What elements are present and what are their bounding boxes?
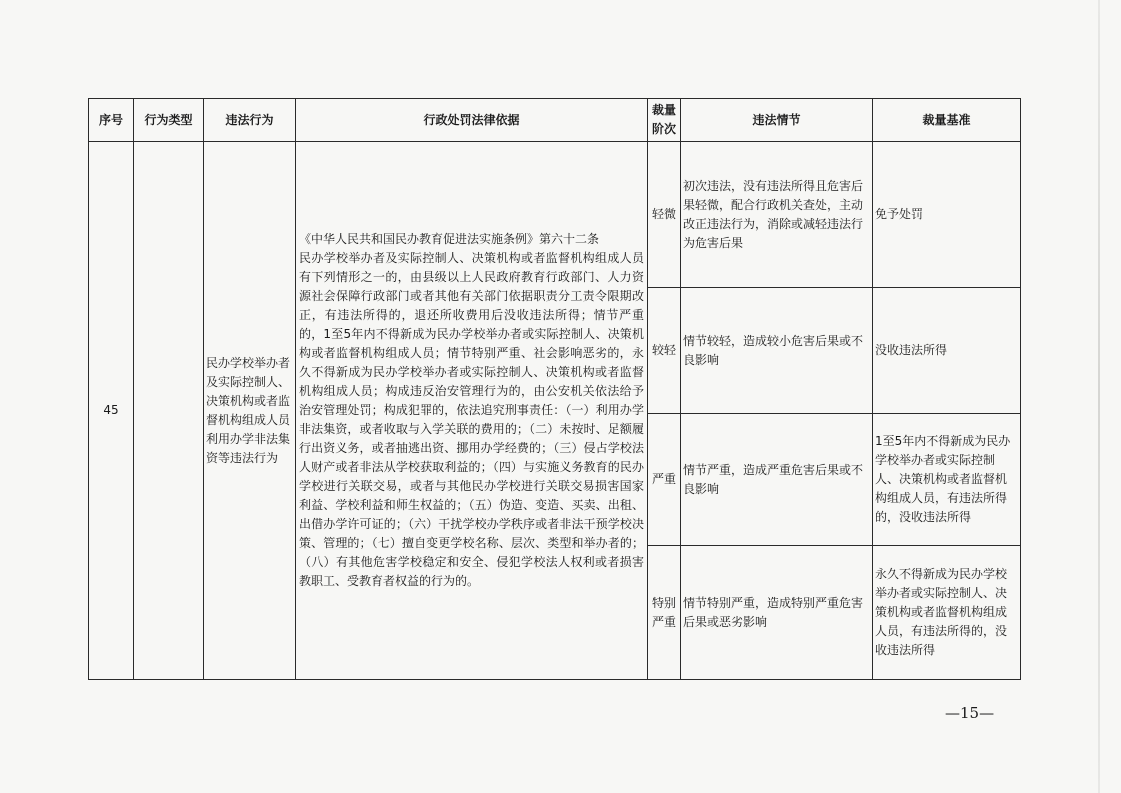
cell-violation: 民办学校举办者及实际控制人、决策机构或者监督机构组成人员利用办学非法集资等违法行为 (204, 142, 296, 680)
penalty-discretion-table (88, 98, 1021, 680)
header-standard: 裁量基准 (873, 99, 1021, 142)
cell-legal-basis (296, 142, 648, 680)
cell-circumstance-minor: 初次违法，没有违法所得且危害后果轻微，配合行政机关查处，主动改正违法行为，消除或减轻违法行为危害后果 (681, 142, 873, 288)
header-circumstance: 违法情节 (681, 99, 873, 142)
legal-basis-text: 《中华人民共和国民办教育促进法实施条例》第六十二条 民办学校举办者及实际控制人、决策机构或者监督机构组成人员有下列情形之一的，由县级以上人民政府教育行政部门、人力资源社会保障行政部门或者其他有关部门依据职责分工责令限期改正，有违法所得的，退还所收费用后没收违法所得；情节严重的，1至5年内不得新成为民办学校举办者或实际控制人、决策机构或者监督机构组成人员；情节特别严重、社会影响恶劣的，永久不得新成为民办学校举办者或实际控制人、决策机构或者监督机构组成人员；构成违反治安管理行为的，由公安机关依法给予治安管理处罚；构成犯罪的，依法追究刑事责任：（一）利用办学非法集资，或者收取与入学关联的费用的；（二）未按时、足额履行出资义务，或者抽逃出资、挪用办学经费的；（三）侵占学校法人财产或者非法从学校获取利益的；（四）与实施义务教育的民办学校进行关联交易，或者与其他民办学校进行关联交易损害国家利益、学校利益和师生权益的；（五）伪造、变造、买卖、出租、出借办学许可证的；（六）干扰学校办学秩序或者非法干预学校决策、管理的；（七）擅自变更学校名称、层次、类型和举办者的；（八）有其他危害学校稳定和安全、侵犯学校法人权利或者损害教职工、受教育者权益的行为的。 (299, 232, 644, 588)
header-type: 行为类型 (134, 99, 204, 142)
cell-circumstance-serious: 情节严重，造成严重危害后果或不良影响 (681, 414, 873, 546)
cell-level-minor: 轻微 (648, 142, 681, 288)
cell-level-serious: 严重 (648, 414, 681, 546)
header-seq: 序号 (89, 99, 134, 142)
scan-edge-line (1098, 0, 1100, 793)
header-basis: 行政处罚法律依据 (296, 99, 648, 142)
cell-standard-very-serious: 永久不得新成为民办学校举办者或实际控制人、决策机构或者监督机构组成人员，有违法所得的，没收违法所得 (873, 546, 1021, 680)
cell-circumstance-very-serious: 情节特别严重，造成特别严重危害后果或恶劣影响 (681, 546, 873, 680)
header-level: 裁量阶次 (648, 99, 681, 142)
page-number: —15— (945, 704, 995, 722)
cell-seq: 45 (89, 142, 134, 680)
cell-level-very-serious: 特别严重 (648, 546, 681, 680)
cell-standard-serious: 1至5年内不得新成为民办学校举办者或实际控制人、决策机构或者监督机构组成人员，有违法所得的，没收违法所得 (873, 414, 1021, 546)
header-violation: 违法行为 (204, 99, 296, 142)
cell-type (134, 142, 204, 680)
cell-circumstance-light: 情节较轻，造成较小危害后果或不良影响 (681, 288, 873, 414)
table-header-row (89, 99, 1021, 142)
cell-standard-minor: 免予处罚 (873, 142, 1021, 288)
cell-level-light: 较轻 (648, 288, 681, 414)
cell-standard-light: 没收违法所得 (873, 288, 1021, 414)
table-row (89, 142, 1021, 288)
